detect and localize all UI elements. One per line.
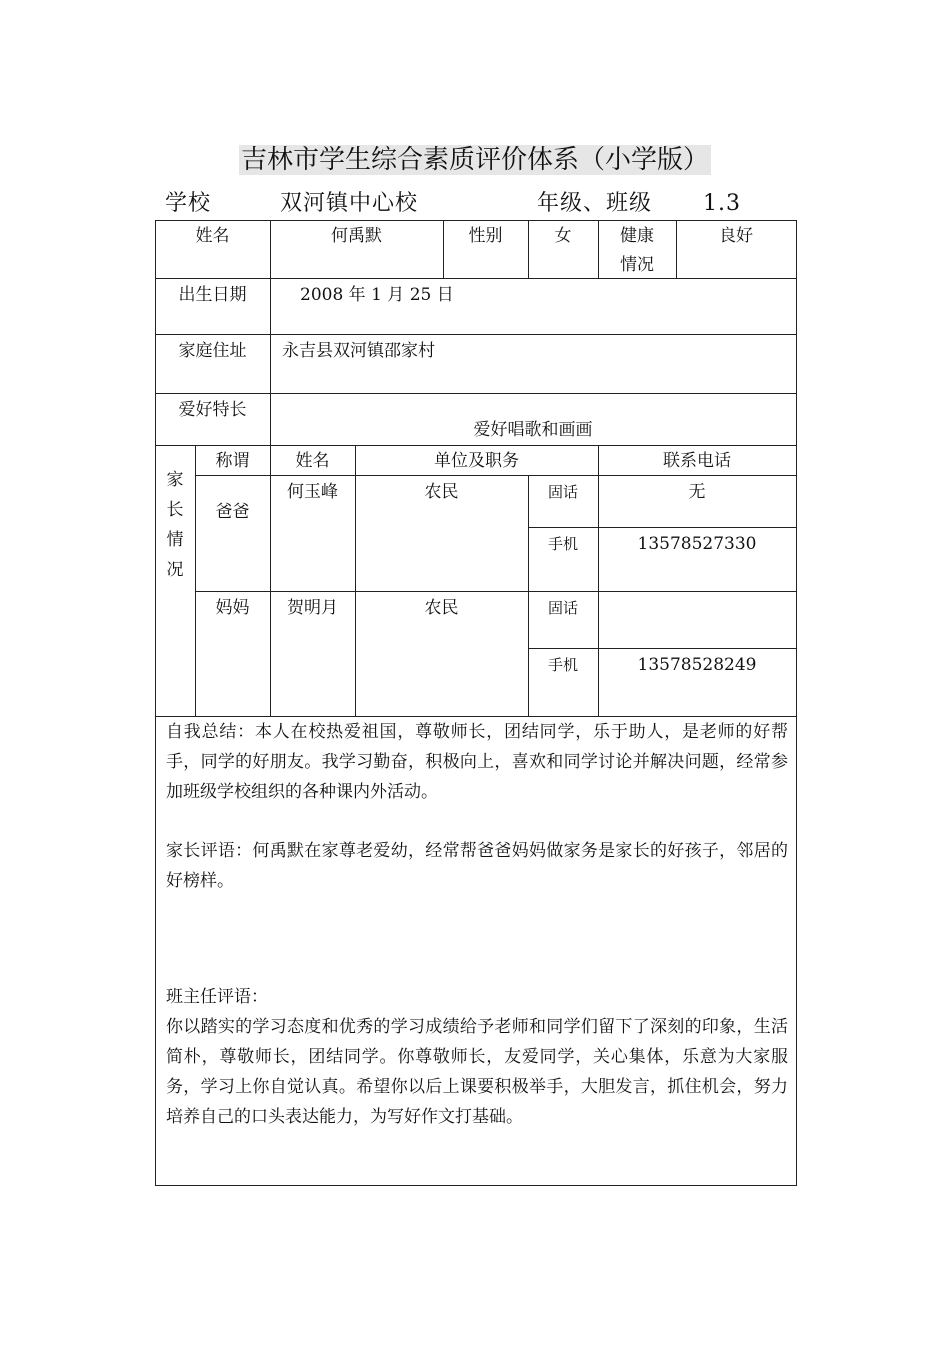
school-label: 学校 [165, 191, 212, 216]
teacher-comment-label: 班主任评语： [166, 987, 268, 1007]
table-border-bottom [155, 1185, 797, 1186]
page-title: 吉林市学生综合素质评价体系（小学版） [240, 145, 709, 175]
name-label: 姓名 [195, 226, 230, 246]
header-job: 单位及职务 [434, 451, 519, 471]
father-landline-label: 固话 [547, 483, 578, 501]
row-line [528, 527, 797, 528]
col-line [195, 445, 196, 716]
name-value: 何禹默 [331, 226, 382, 246]
health-label-line2: 情况 [620, 255, 654, 275]
father-name: 何玉峰 [287, 482, 338, 502]
mother-job: 农民 [424, 598, 459, 618]
grade-value: 1.3 [703, 191, 741, 216]
parents-label-char: 长 [166, 500, 184, 520]
father-landline: 无 [688, 482, 706, 502]
address-value: 永吉县双河镇邵家村 [282, 341, 435, 361]
parents-label-char: 家 [166, 470, 184, 490]
father-mobile: 13578527330 [637, 534, 757, 554]
parents-section-label [160, 465, 190, 585]
birth-value: 2008 年 1 月 25 日 [300, 285, 454, 305]
teacher-comment: 你以踏实的学习态度和优秀的学习成绩给予老师和同学们留下了深刻的印象，生活简朴，尊敬师长，团结同学。你尊敬师长，友爱同学，关心集体，乐意为大家服务，学习上你自觉认真。希望你以后上课要积极举手，大胆发言，抓住机会，努力培养自己的口头表达能力，为写好作文打基础。 [166, 1017, 788, 1127]
school-value: 双河镇中心校 [280, 191, 419, 216]
row-line [155, 393, 797, 394]
row-line [155, 278, 797, 279]
mother-mobile: 13578528249 [637, 655, 757, 675]
mother-relation: 妈妈 [215, 598, 250, 618]
address-label: 家庭住址 [178, 341, 247, 361]
parents-label-char: 情 [166, 530, 184, 550]
health-value: 良好 [719, 226, 753, 246]
father-mobile-label: 手机 [547, 535, 578, 553]
header-relation: 称谓 [215, 451, 250, 471]
hobby-label: 爱好特长 [178, 400, 247, 420]
parent-comment: 家长评语：何禹默在家尊老爱幼，经常帮爸爸妈妈做家务是家长的好孩子，邻居的好榜样。 [166, 841, 788, 891]
header-parent-name: 姓名 [295, 451, 330, 471]
father-relation: 爸爸 [215, 502, 250, 522]
table-border-right [796, 220, 797, 1186]
hobby-value: 爱好唱歌和画画 [473, 420, 593, 440]
health-label-line1: 健康 [620, 226, 654, 246]
mother-mobile-label: 手机 [547, 656, 578, 674]
col-line [270, 220, 271, 446]
gender-value: 女 [554, 226, 572, 246]
father-job: 农民 [424, 482, 459, 502]
mother-landline-label: 固话 [547, 599, 578, 617]
row-line [195, 591, 797, 592]
grade-label: 年级、班级 [537, 191, 653, 216]
parents-label-char: 况 [166, 560, 184, 580]
row-line [528, 648, 797, 649]
self-summary: 自我总结：本人在校热爱祖国，尊敬师长，团结同学，乐于助人，是老师的好帮手，同学的好朋友。我学习勤奋，积极向上，喜欢和同学讨论并解决问题，经常参加班级学校组织的各种课内外活动。 [166, 722, 788, 802]
mother-name: 贺明月 [287, 598, 338, 618]
gender-label: 性别 [468, 226, 503, 246]
birth-label: 出生日期 [178, 285, 247, 305]
header-phone: 联系电话 [663, 451, 731, 471]
row-line [155, 334, 797, 335]
